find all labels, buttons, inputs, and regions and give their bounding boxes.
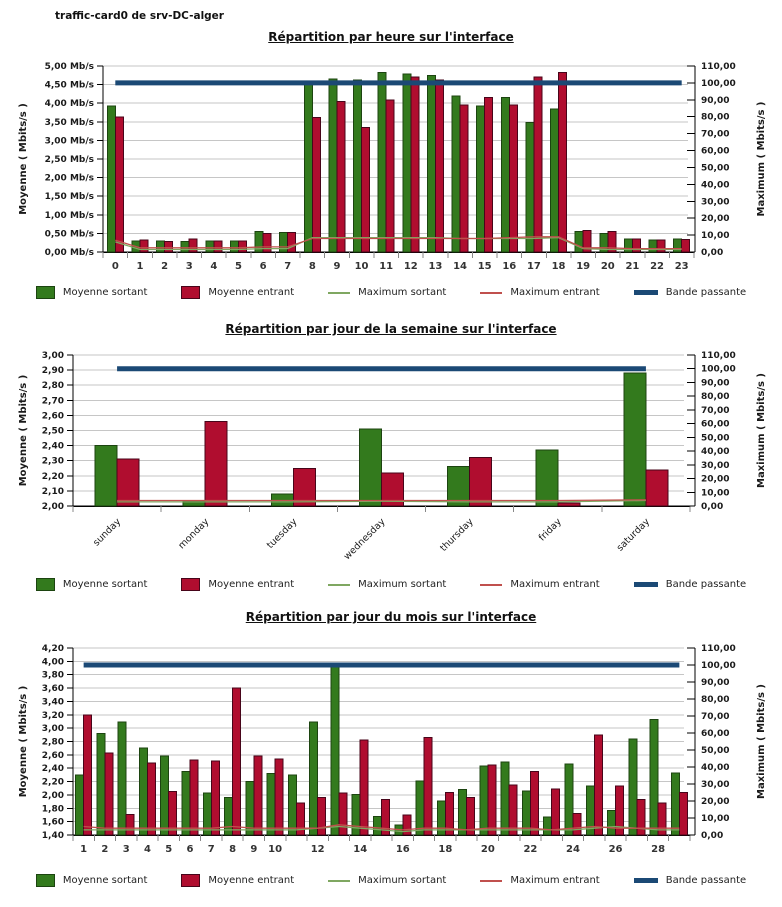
legend-item-maximum-entrant — [480, 579, 599, 590]
bar-moyenne-entrant — [509, 785, 517, 835]
bar-moyenne-sortant — [403, 74, 411, 252]
svg-text:9: 9 — [333, 261, 341, 272]
bar-moyenne-entrant — [530, 772, 538, 835]
svg-text:20,00: 20,00 — [701, 214, 730, 225]
right-axis-title: Maximum ( Mbits/s ) — [756, 373, 767, 488]
bar-moyenne-entrant — [211, 761, 219, 835]
bar-moyenne-sortant — [95, 446, 117, 506]
legend-item-maximum-sortant — [328, 875, 446, 886]
svg-text:80,00: 80,00 — [701, 392, 730, 403]
svg-text:0,00 Mb/s: 0,00 Mb/s — [44, 248, 94, 258]
bar-moyenne-entrant — [534, 77, 542, 252]
bar-moyenne-entrant — [682, 240, 690, 252]
svg-text:2,00: 2,00 — [41, 790, 64, 801]
bar-moyenne-entrant — [509, 105, 517, 252]
bar-moyenne-sortant — [206, 241, 214, 252]
bar-moyenne-entrant — [559, 73, 567, 252]
bar-moyenne-entrant — [435, 80, 443, 252]
legend-label: Maximum entrant — [510, 875, 600, 886]
svg-text:70,00: 70,00 — [701, 712, 730, 722]
bar-moyenne-sortant — [459, 790, 467, 835]
bar-moyenne-entrant — [411, 77, 419, 252]
legend-label: Moyenne entrant — [208, 875, 295, 886]
bar-moyenne-sortant — [477, 106, 485, 252]
legend-swatch-maximum-entrant — [480, 292, 502, 294]
svg-text:21: 21 — [625, 261, 640, 272]
svg-text:9: 9 — [250, 844, 258, 855]
bar-moyenne-sortant — [76, 775, 84, 835]
svg-text:20,00: 20,00 — [701, 474, 730, 485]
legend-label: Moyenne sortant — [62, 579, 148, 590]
svg-text:20: 20 — [600, 261, 615, 272]
svg-text:40,00: 40,00 — [701, 180, 730, 191]
bar-moyenne-entrant — [488, 765, 496, 835]
svg-text:110,00: 110,00 — [701, 62, 736, 72]
svg-text:3,60: 3,60 — [41, 684, 64, 695]
gridlines — [103, 66, 688, 233]
legend-item-maximum-entrant — [480, 875, 599, 886]
bar-moyenne-sortant — [304, 83, 312, 252]
svg-text:10: 10 — [354, 261, 369, 272]
legend-label: Maximum entrant — [510, 579, 600, 590]
svg-text:60,00: 60,00 — [701, 146, 730, 157]
svg-text:3: 3 — [185, 261, 193, 272]
bar-moyenne-sortant — [331, 666, 339, 835]
bar-moyenne-entrant — [573, 814, 581, 835]
legend-item-bande-passante — [634, 875, 746, 886]
svg-text:4,00: 4,00 — [41, 657, 64, 668]
bar-moyenne-sortant — [310, 722, 318, 835]
bar-moyenne-entrant — [657, 240, 665, 252]
bar-moyenne-entrant — [485, 98, 493, 252]
svg-text:16: 16 — [502, 261, 517, 272]
line-maximum-entrant — [115, 237, 681, 249]
svg-text:40,00: 40,00 — [701, 447, 730, 458]
bar-moyenne-entrant — [233, 688, 241, 835]
bar-moyenne-entrant — [238, 241, 246, 252]
right-axis-title: Maximum ( Mbits/s ) — [756, 101, 767, 217]
svg-text:3,80: 3,80 — [41, 670, 64, 681]
svg-text:3,50 Mb/s: 3,50 Mb/s — [44, 117, 94, 128]
svg-text:sunday: sunday — [91, 516, 124, 549]
bar-moyenne-entrant — [275, 759, 283, 835]
bar-moyenne-entrant — [140, 240, 148, 252]
left-axis-title: Moyenne ( Mbits/s ) — [18, 685, 29, 798]
left-axis-title: Moyenne ( Mbits/s ) — [18, 103, 29, 215]
svg-text:2,00: 2,00 — [41, 502, 64, 512]
legend-swatch-maximum-entrant — [480, 880, 502, 882]
svg-text:3: 3 — [122, 844, 130, 855]
bar-moyenne-entrant — [205, 421, 227, 506]
bar-moyenne-entrant — [115, 117, 123, 252]
svg-text:7: 7 — [207, 844, 215, 855]
svg-text:2,20: 2,20 — [41, 471, 64, 482]
svg-text:13: 13 — [428, 261, 443, 272]
bar-moyenne-entrant — [637, 800, 645, 835]
svg-text:4,50 Mb/s: 4,50 Mb/s — [44, 80, 94, 91]
legend-label: Maximum sortant — [358, 579, 447, 590]
legend-label: Bande passante — [665, 287, 747, 298]
svg-text:8: 8 — [308, 261, 316, 272]
bar-moyenne-sortant — [551, 109, 559, 252]
bar-moyenne-entrant — [460, 105, 468, 252]
svg-text:10,00: 10,00 — [701, 488, 730, 499]
svg-text:5: 5 — [165, 844, 173, 855]
svg-text:2,60: 2,60 — [41, 750, 64, 761]
svg-text:4: 4 — [210, 261, 218, 272]
legend-swatch-moyenne-sortant — [36, 578, 55, 591]
legend-swatch-maximum-entrant — [480, 584, 502, 586]
svg-text:8: 8 — [229, 844, 237, 855]
svg-text:3,20: 3,20 — [41, 710, 64, 721]
bar-moyenne-entrant — [312, 117, 320, 252]
svg-text:4,00 Mb/s: 4,00 Mb/s — [44, 99, 94, 110]
bar-moyenne-sortant — [480, 766, 488, 835]
bar-moyenne-sortant — [352, 794, 360, 835]
legend-swatch-bande-passante — [634, 290, 658, 295]
bars-moyenne-sortant — [76, 666, 680, 835]
left-axis-title: Moyenne ( Mbits/s ) — [18, 374, 29, 487]
monthday-chart-title: Répartition par jour du mois sur l'interface — [245, 610, 537, 624]
svg-text:24: 24 — [566, 844, 580, 855]
bar-moyenne-entrant — [339, 793, 347, 835]
svg-text:2,50 Mb/s: 2,50 Mb/s — [44, 155, 94, 165]
svg-text:30,00: 30,00 — [701, 780, 730, 790]
bars-moyenne-entrant — [117, 421, 668, 506]
svg-text:saturday: saturday — [614, 516, 653, 554]
bar-moyenne-sortant — [649, 240, 657, 252]
bar-moyenne-entrant — [679, 792, 687, 835]
bar-moyenne-sortant — [536, 450, 558, 506]
legend-item-moyenne-sortant — [36, 578, 148, 591]
legend-label: Maximum sortant — [358, 875, 447, 886]
svg-text:0,00: 0,00 — [701, 248, 724, 258]
svg-text:6: 6 — [186, 844, 194, 855]
bar-moyenne-sortant — [565, 764, 573, 835]
legend-item-moyenne-sortant — [36, 286, 148, 299]
svg-text:70,00: 70,00 — [701, 129, 730, 140]
bar-moyenne-sortant — [139, 748, 147, 835]
svg-text:3,00: 3,00 — [41, 724, 64, 735]
bar-moyenne-sortant — [288, 775, 296, 835]
legend-label: Bande passante — [665, 875, 747, 886]
legend-swatch-bande-passante — [634, 878, 658, 883]
monthday-chart-svg — [0, 632, 782, 870]
svg-text:80,00: 80,00 — [701, 112, 730, 123]
svg-text:50,00: 50,00 — [701, 433, 730, 444]
svg-text:14: 14 — [353, 844, 368, 855]
bar-moyenne-entrant — [165, 242, 173, 252]
svg-text:3,40: 3,40 — [41, 697, 64, 708]
svg-text:6: 6 — [259, 261, 267, 272]
svg-text:1,00 Mb/s: 1,00 Mb/s — [44, 210, 94, 221]
hourly-chart-svg — [0, 46, 782, 282]
bar-moyenne-entrant — [105, 753, 113, 835]
legend-label: Moyenne entrant — [208, 579, 295, 590]
bar-moyenne-entrant — [337, 101, 345, 252]
monthday-chart-legend — [0, 874, 782, 887]
bar-moyenne-sortant — [427, 75, 435, 252]
legend-label: Moyenne sortant — [62, 287, 148, 298]
bar-moyenne-entrant — [424, 737, 432, 835]
legend-item-moyenne-entrant — [181, 578, 294, 591]
svg-text:20: 20 — [480, 844, 495, 855]
svg-text:11: 11 — [379, 261, 394, 272]
legend-label: Moyenne entrant — [208, 287, 295, 298]
bar-moyenne-entrant — [552, 789, 560, 835]
svg-text:18: 18 — [551, 261, 566, 272]
legend-swatch-moyenne-sortant — [36, 874, 55, 887]
bar-moyenne-sortant — [608, 810, 616, 835]
bar-moyenne-entrant — [318, 798, 326, 835]
bar-moyenne-entrant — [646, 470, 668, 506]
legend-item-maximum-sortant — [328, 579, 446, 590]
bar-moyenne-sortant — [374, 816, 382, 835]
legend-item-bande-passante — [634, 287, 746, 298]
svg-text:1,40: 1,40 — [41, 831, 64, 841]
svg-text:2,70: 2,70 — [41, 396, 64, 407]
svg-text:10: 10 — [268, 844, 283, 855]
svg-text:2,50: 2,50 — [41, 426, 64, 437]
svg-text:wednesday: wednesday — [341, 516, 388, 563]
bar-moyenne-sortant — [501, 762, 509, 835]
svg-text:60,00: 60,00 — [701, 729, 730, 739]
svg-text:90,00: 90,00 — [701, 95, 730, 106]
x-axis-labels — [80, 844, 665, 855]
svg-text:2,40: 2,40 — [41, 764, 64, 775]
right-axis-title: Maximum ( Mbits/s ) — [756, 684, 767, 799]
bar-moyenne-sortant — [544, 817, 552, 835]
svg-text:2,10: 2,10 — [41, 486, 64, 497]
legend-label: Bande passante — [665, 579, 747, 590]
bar-moyenne-entrant — [214, 241, 222, 252]
bars-moyenne-entrant — [84, 688, 688, 835]
bar-moyenne-sortant — [97, 733, 105, 835]
svg-text:110,00: 110,00 — [701, 644, 736, 654]
svg-text:18: 18 — [438, 844, 453, 855]
svg-text:50,00: 50,00 — [701, 163, 730, 174]
bar-moyenne-sortant — [526, 123, 534, 252]
legend-swatch-maximum-sortant — [328, 292, 350, 294]
bar-moyenne-sortant — [329, 79, 337, 252]
legend-swatch-moyenne-sortant — [36, 286, 55, 299]
svg-text:28: 28 — [651, 844, 666, 855]
bar-moyenne-entrant — [594, 735, 602, 835]
svg-text:80,00: 80,00 — [701, 695, 730, 705]
bar-moyenne-entrant — [386, 100, 394, 252]
svg-text:50,00: 50,00 — [701, 746, 730, 756]
bar-moyenne-sortant — [416, 781, 424, 835]
svg-text:70,00: 70,00 — [701, 405, 730, 416]
bar-moyenne-sortant — [246, 782, 254, 835]
svg-text:2,90: 2,90 — [41, 366, 64, 377]
bar-moyenne-sortant — [107, 106, 115, 252]
svg-text:7: 7 — [284, 261, 292, 272]
svg-text:14: 14 — [453, 261, 468, 272]
legend-label: Maximum entrant — [510, 287, 600, 298]
bar-moyenne-sortant — [501, 98, 509, 252]
hourly-chart-title: Répartition par heure sur l'interface — [268, 30, 514, 44]
svg-text:12: 12 — [403, 261, 418, 272]
svg-text:2,20: 2,20 — [41, 777, 64, 788]
svg-text:100,00: 100,00 — [701, 78, 736, 89]
bar-moyenne-sortant — [182, 772, 190, 835]
legend-item-maximum-entrant — [480, 287, 599, 298]
svg-text:15: 15 — [477, 261, 492, 272]
svg-text:10,00: 10,00 — [701, 231, 730, 242]
svg-text:2: 2 — [161, 261, 169, 272]
svg-text:3,00: 3,00 — [41, 351, 64, 361]
svg-text:20,00: 20,00 — [701, 797, 730, 807]
legend-item-moyenne-sortant — [36, 874, 148, 887]
svg-text:2,60: 2,60 — [41, 411, 64, 422]
legend-item-bande-passante — [634, 579, 746, 590]
svg-text:90,00: 90,00 — [701, 678, 730, 688]
bar-moyenne-sortant — [575, 232, 583, 252]
svg-text:4,20: 4,20 — [41, 644, 64, 654]
svg-text:100,00: 100,00 — [701, 364, 736, 375]
bar-moyenne-sortant — [181, 242, 189, 252]
bar-moyenne-sortant — [671, 773, 679, 835]
svg-text:thursday: thursday — [438, 516, 476, 554]
svg-text:16: 16 — [395, 844, 410, 855]
svg-text:17: 17 — [526, 261, 541, 272]
bar-moyenne-entrant — [117, 459, 139, 506]
legend-swatch-moyenne-entrant — [181, 578, 200, 591]
bars-moyenne-sortant — [95, 373, 646, 506]
svg-text:40,00: 40,00 — [701, 763, 730, 773]
bar-moyenne-sortant — [354, 80, 362, 252]
svg-text:3,00 Mb/s: 3,00 Mb/s — [44, 136, 94, 147]
bar-moyenne-entrant — [147, 763, 155, 835]
svg-text:5: 5 — [234, 261, 242, 272]
bar-moyenne-entrant — [362, 127, 370, 252]
svg-text:30,00: 30,00 — [701, 460, 730, 471]
weekday-chart-title: Répartition par jour de la semaine sur l'interface — [225, 322, 557, 336]
svg-text:0,00: 0,00 — [701, 502, 724, 512]
bar-moyenne-entrant — [254, 756, 262, 835]
svg-text:1,80: 1,80 — [41, 804, 64, 815]
svg-text:0: 0 — [111, 261, 119, 272]
svg-text:12: 12 — [310, 844, 325, 855]
svg-text:0,00: 0,00 — [701, 831, 724, 841]
bar-moyenne-entrant — [84, 715, 92, 835]
weekday-chart-svg — [0, 344, 782, 574]
svg-text:tuesday: tuesday — [264, 516, 300, 552]
svg-text:26: 26 — [608, 844, 623, 855]
bar-moyenne-sortant — [230, 241, 238, 252]
svg-text:23: 23 — [674, 261, 689, 272]
bar-moyenne-sortant — [118, 722, 126, 835]
svg-text:110,00: 110,00 — [701, 351, 736, 361]
svg-text:4: 4 — [143, 844, 151, 855]
svg-text:22: 22 — [523, 844, 538, 855]
bar-moyenne-sortant — [629, 739, 637, 835]
bar-moyenne-sortant — [624, 373, 646, 506]
svg-text:1,50 Mb/s: 1,50 Mb/s — [44, 192, 94, 203]
svg-text:2,80: 2,80 — [41, 381, 64, 392]
bar-moyenne-entrant — [126, 814, 134, 835]
bar-moyenne-entrant — [558, 503, 580, 506]
bar-moyenne-sortant — [360, 429, 382, 506]
svg-text:2,40: 2,40 — [41, 441, 64, 452]
bar-moyenne-entrant — [360, 740, 368, 835]
legend-swatch-maximum-sortant — [328, 584, 350, 586]
legend-item-moyenne-entrant — [181, 874, 294, 887]
legend-item-maximum-sortant — [328, 287, 446, 298]
bar-moyenne-sortant — [378, 73, 386, 252]
x-axis-labels — [112, 261, 689, 272]
svg-text:30,00: 30,00 — [701, 197, 730, 208]
bar-moyenne-sortant — [161, 756, 169, 835]
svg-text:22: 22 — [650, 261, 665, 272]
bar-moyenne-sortant — [157, 241, 165, 252]
legend-label: Moyenne sortant — [62, 875, 148, 886]
svg-text:1,60: 1,60 — [41, 817, 64, 828]
weekday-chart-legend — [0, 578, 782, 591]
svg-text:2: 2 — [101, 844, 109, 855]
legend-label: Maximum sortant — [358, 287, 447, 298]
svg-text:2,00 Mb/s: 2,00 Mb/s — [44, 173, 94, 184]
svg-text:10,00: 10,00 — [701, 814, 730, 824]
svg-text:5,00 Mb/s: 5,00 Mb/s — [44, 62, 94, 72]
x-axis-labels — [91, 516, 652, 562]
legend-item-moyenne-entrant — [181, 286, 294, 299]
page-title: traffic-card0 de srv-DC-alger — [55, 10, 224, 22]
svg-text:friday: friday — [536, 516, 564, 544]
bar-moyenne-sortant — [650, 719, 658, 835]
svg-text:90,00: 90,00 — [701, 378, 730, 389]
svg-text:60,00: 60,00 — [701, 419, 730, 430]
bar-moyenne-entrant — [470, 458, 492, 506]
svg-text:1: 1 — [80, 844, 88, 855]
legend-swatch-moyenne-entrant — [181, 286, 200, 299]
svg-text:100,00: 100,00 — [701, 661, 736, 671]
line-maximum-entrant — [117, 500, 646, 501]
svg-text:2,30: 2,30 — [41, 456, 64, 467]
legend-swatch-maximum-sortant — [328, 880, 350, 882]
legend-swatch-moyenne-entrant — [181, 874, 200, 887]
svg-text:monday: monday — [176, 516, 212, 552]
hourly-chart-legend — [0, 286, 782, 299]
svg-text:0,50 Mb/s: 0,50 Mb/s — [44, 229, 94, 240]
svg-text:2,80: 2,80 — [41, 737, 64, 748]
bar-moyenne-entrant — [190, 760, 198, 835]
legend-swatch-bande-passante — [634, 582, 658, 587]
bar-moyenne-sortant — [452, 96, 460, 252]
bar-moyenne-entrant — [288, 233, 296, 252]
svg-text:1: 1 — [136, 261, 144, 272]
bar-moyenne-sortant — [267, 774, 275, 835]
svg-text:19: 19 — [576, 261, 591, 272]
